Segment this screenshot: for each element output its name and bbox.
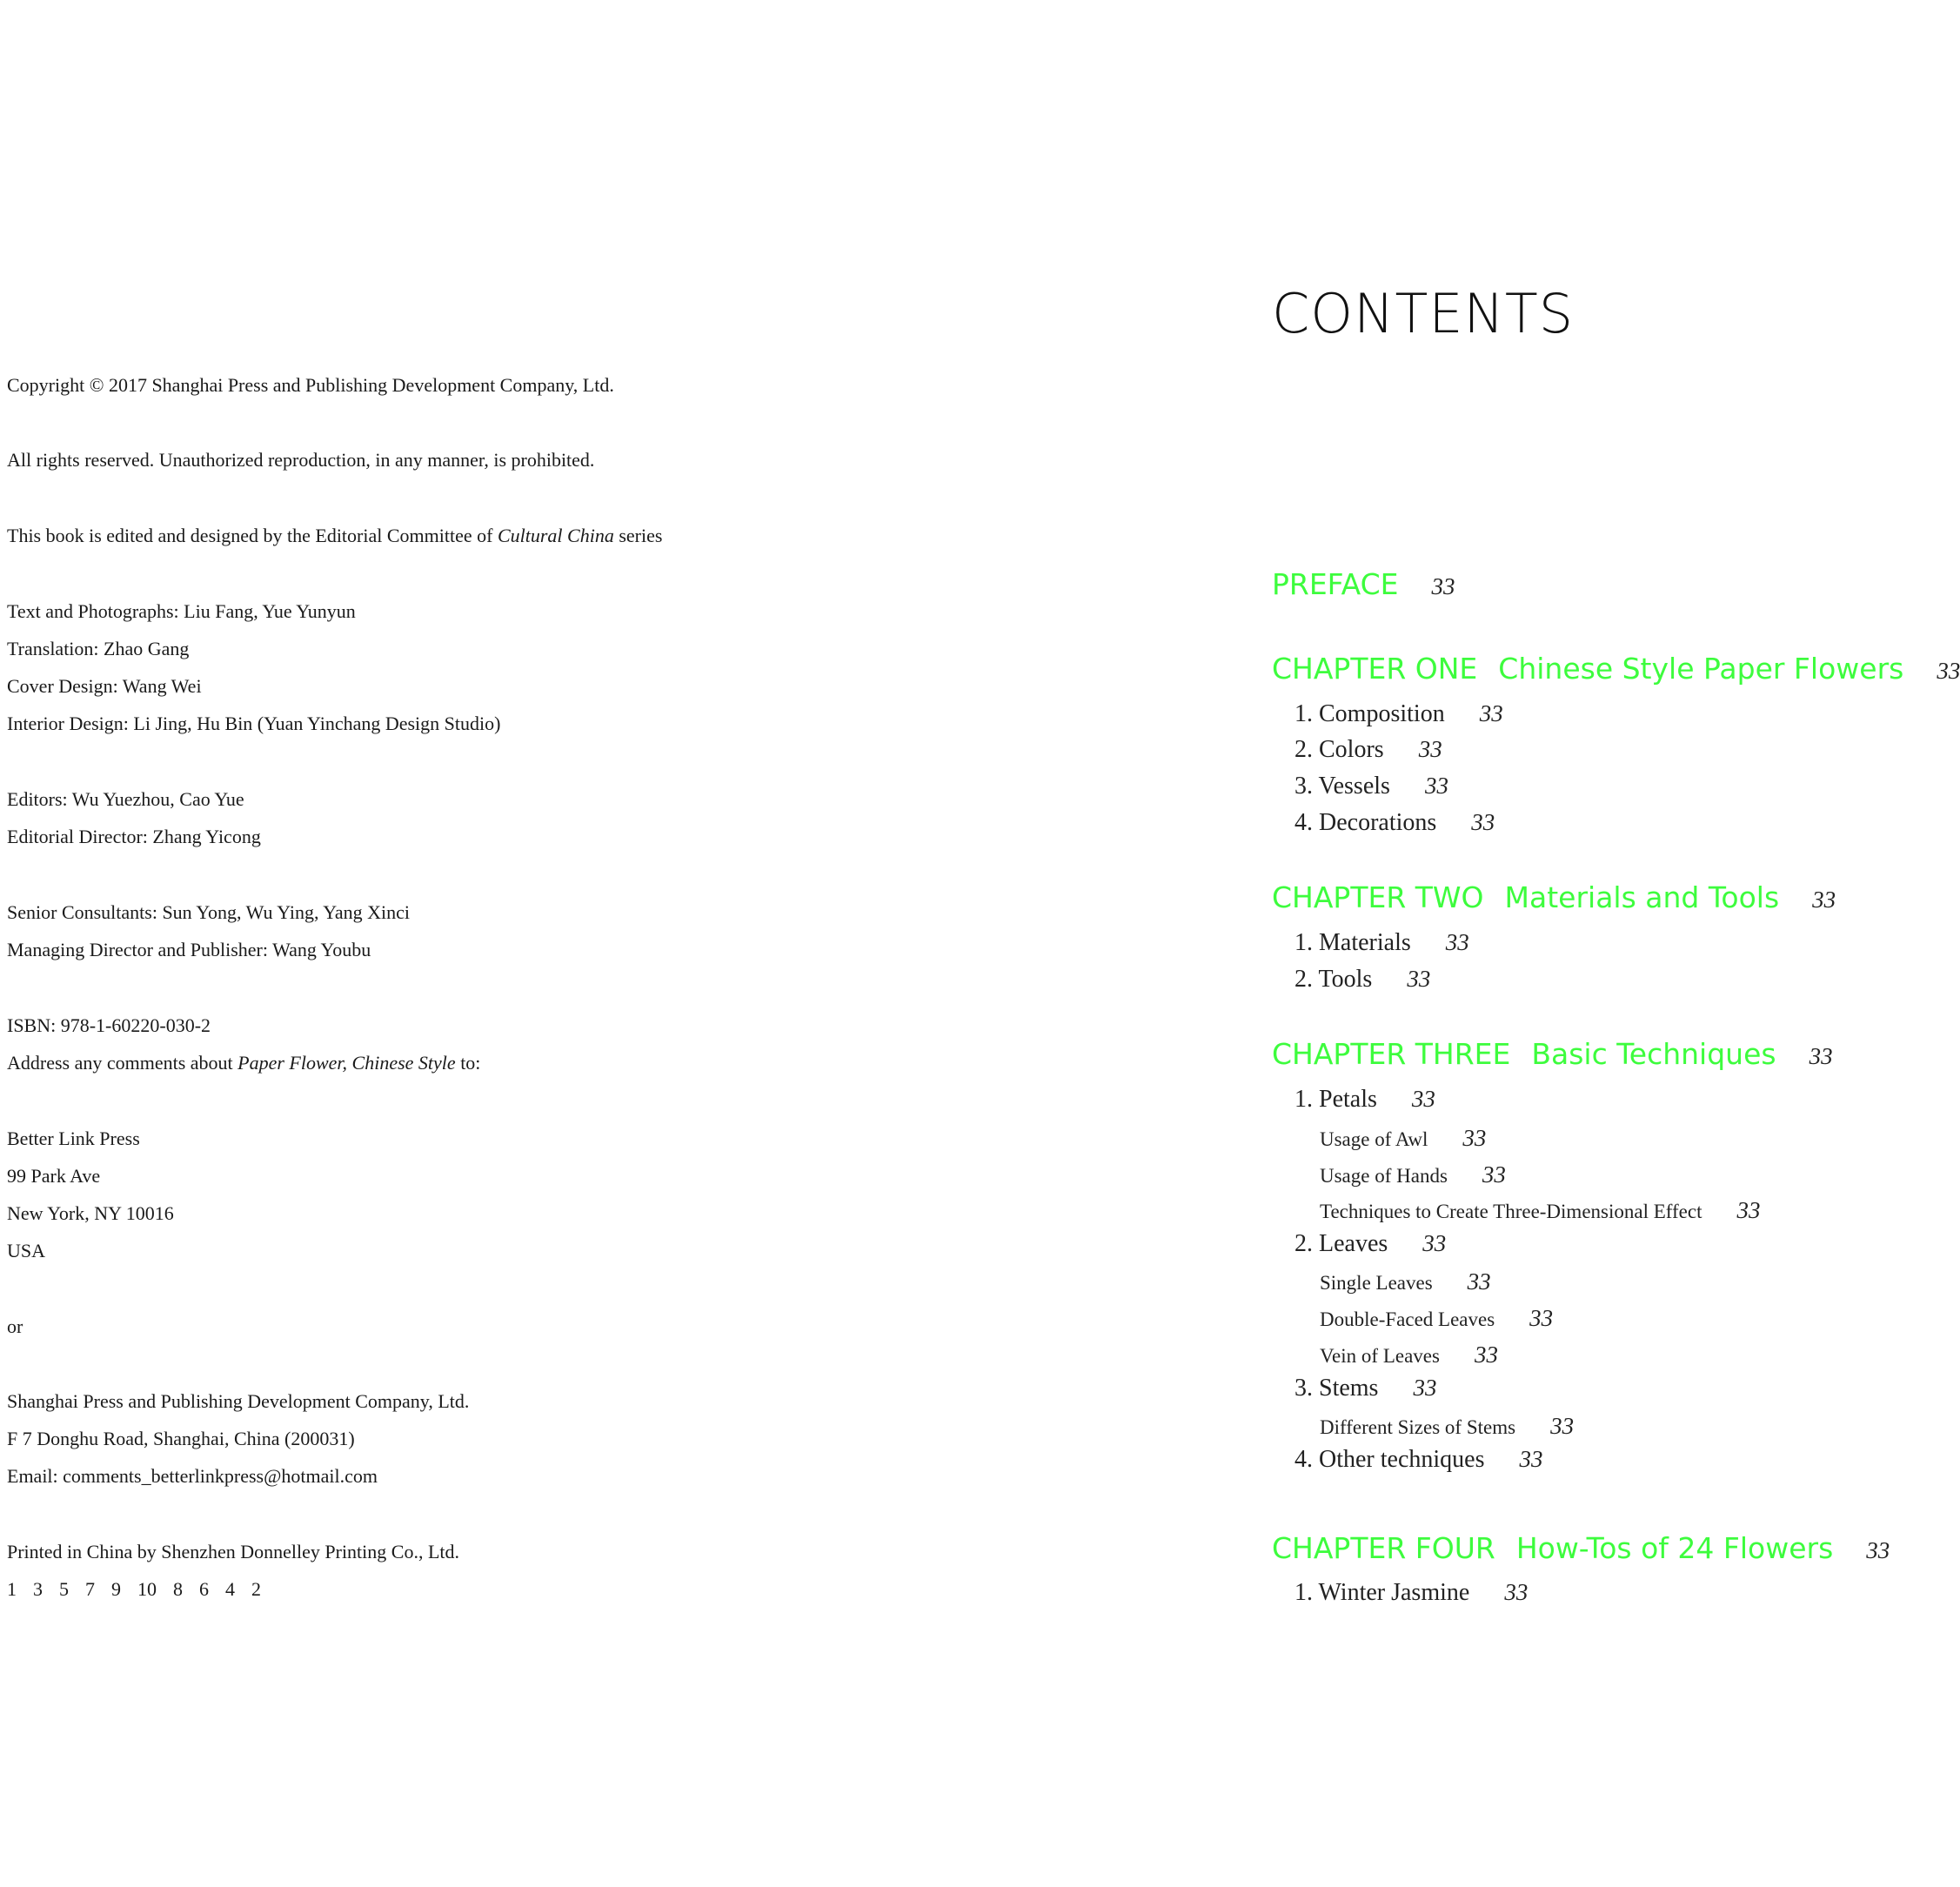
page-number: 33 — [1462, 1125, 1487, 1151]
copyright-line-text: Address any comments about — [7, 1052, 238, 1074]
copyright-line: All rights reserved. Unauthorized reproduction, in any manner, is prohibited. — [7, 449, 595, 471]
print-number: 5 — [59, 1578, 69, 1600]
toc-section[interactable] — [1294, 736, 1442, 764]
toc-section[interactable] — [1294, 700, 1503, 728]
toc-chapter[interactable] — [1272, 567, 1455, 601]
contents-page — [1272, 0, 1960, 1887]
chapter-label: CHAPTER FOUR — [1272, 1531, 1495, 1565]
toc-section[interactable] — [1294, 1579, 1528, 1607]
toc-subsection[interactable] — [1320, 1305, 1553, 1332]
print-number: 7 — [85, 1578, 95, 1600]
section-label: 3. Stems — [1294, 1375, 1379, 1402]
toc-chapter[interactable] — [1272, 652, 1960, 686]
chapter-label: CHAPTER TWO — [1272, 880, 1484, 914]
toc-chapter[interactable] — [1272, 880, 1836, 914]
copyright-line: F 7 Donghu Road, Shanghai, China (200031) — [7, 1428, 355, 1449]
section-label: 3. Vessels — [1294, 773, 1390, 800]
copyright-line — [7, 525, 662, 547]
page-number: 33 — [1422, 1230, 1447, 1256]
page-number: 33 — [1424, 773, 1448, 799]
page-number: 33 — [1736, 1197, 1761, 1223]
page-number: 33 — [1413, 1375, 1437, 1401]
section-label: 2. Leaves — [1294, 1230, 1388, 1257]
toc-subsection[interactable] — [1320, 1161, 1506, 1188]
copyright-line: Printed in China by Shenzhen Donnelley Printing Co., Ltd. — [7, 1541, 460, 1562]
page-number: 33 — [1474, 1342, 1498, 1368]
section-label: 1. Winter Jasmine — [1294, 1579, 1470, 1606]
page-number: 33 — [1479, 700, 1503, 726]
chapter-title: Basic Techniques — [1531, 1037, 1776, 1071]
copyright-line: or — [7, 1315, 23, 1337]
page-number: 33 — [1550, 1413, 1575, 1439]
toc-section[interactable] — [1294, 929, 1469, 957]
chapter-title: Materials and Tools — [1504, 880, 1780, 914]
section-label: Different Sizes of Stems — [1320, 1416, 1516, 1438]
chapter-label: PREFACE — [1272, 567, 1399, 601]
page-number: 33 — [1418, 736, 1442, 762]
toc-section[interactable] — [1294, 1230, 1446, 1258]
page-number: 33 — [1411, 1086, 1435, 1112]
copyright-line: New York, NY 10016 — [7, 1202, 174, 1224]
print-number: 4 — [225, 1578, 235, 1600]
toc-subsection[interactable] — [1320, 1342, 1498, 1368]
contents-title: CONTENTS — [1272, 282, 1575, 345]
page-number: 33 — [1504, 1579, 1529, 1605]
page-number: 33 — [1812, 887, 1836, 913]
toc-chapter[interactable] — [1272, 1037, 1833, 1071]
toc-section[interactable] — [1294, 1375, 1436, 1402]
toc-subsection[interactable] — [1320, 1197, 1760, 1224]
copyright-line: Copyright © 2017 Shanghai Press and Publishing Development Company, Ltd. — [7, 374, 614, 396]
print-number: 10 — [137, 1578, 157, 1600]
toc-section[interactable] — [1294, 1446, 1543, 1474]
section-label: 1. Petals — [1294, 1086, 1377, 1113]
chapter-title: How-Tos of 24 Flowers — [1515, 1531, 1834, 1565]
section-label: Vein of Leaves — [1320, 1345, 1440, 1367]
page-number: 33 — [1467, 1268, 1491, 1295]
print-number: 2 — [251, 1578, 261, 1600]
toc-subsection[interactable] — [1320, 1268, 1491, 1295]
toc-section[interactable] — [1294, 773, 1448, 800]
toc-subsection[interactable] — [1320, 1413, 1574, 1440]
page-number: 33 — [1866, 1537, 1890, 1563]
section-label: 4. Decorations — [1294, 809, 1437, 836]
section-label: 4. Other techniques — [1294, 1446, 1485, 1473]
section-label: 2. Colors — [1294, 736, 1384, 763]
chapter-label: CHAPTER ONE — [1272, 652, 1478, 686]
copyright-line: Editorial Director: Zhang Yicong — [7, 826, 261, 847]
section-label: Usage of Awl — [1320, 1128, 1428, 1150]
chapter-label: CHAPTER THREE — [1272, 1037, 1511, 1071]
copyright-line: Translation: Zhao Gang — [7, 638, 190, 659]
section-label: Techniques to Create Three-Dimensional Effect — [1320, 1201, 1702, 1222]
page-number: 33 — [1482, 1161, 1506, 1188]
copyright-line: 99 Park Ave — [7, 1165, 101, 1187]
copyright-line: Managing Director and Publisher: Wang Youbu — [7, 939, 371, 960]
copyright-line — [7, 1052, 480, 1074]
page-number: 33 — [1937, 658, 1960, 684]
copyright-line: Cover Design: Wang Wei — [7, 675, 202, 697]
page-number: 33 — [1445, 929, 1469, 955]
toc-section[interactable] — [1294, 809, 1495, 837]
section-label: 2. Tools — [1294, 966, 1373, 993]
print-number: 1 — [7, 1578, 17, 1600]
copyright-line: Email: comments_betterlinkpress@hotmail.com — [7, 1465, 378, 1487]
copyright-line: ISBN: 978-1-60220-030-2 — [7, 1014, 211, 1036]
toc-subsection[interactable] — [1320, 1125, 1486, 1152]
copyright-line-text: to: — [455, 1052, 481, 1074]
print-number: 3 — [33, 1578, 43, 1600]
copyright-line: Better Link Press — [7, 1128, 140, 1149]
copyright-line: Shanghai Press and Publishing Development Company, Ltd. — [7, 1390, 470, 1412]
toc-section[interactable] — [1294, 1086, 1435, 1114]
toc-chapter[interactable] — [1272, 1531, 1890, 1565]
italic-title: Cultural China — [497, 525, 614, 546]
page-number: 33 — [1529, 1305, 1554, 1331]
page-number: 33 — [1407, 966, 1431, 992]
section-label: Usage of Hands — [1320, 1165, 1448, 1187]
print-number: 9 — [111, 1578, 121, 1600]
page-number: 33 — [1431, 573, 1455, 599]
section-label: 1. Materials — [1294, 929, 1411, 956]
copyright-line: USA — [7, 1240, 46, 1261]
print-numbers — [7, 1578, 278, 1601]
section-label: Single Leaves — [1320, 1272, 1433, 1294]
copyright-line: Text and Photographs: Liu Fang, Yue Yunyun — [7, 600, 356, 622]
section-label: Double-Faced Leaves — [1320, 1308, 1495, 1330]
copyright-line: Editors: Wu Yuezhou, Cao Yue — [7, 788, 244, 810]
page-number: 33 — [1471, 809, 1495, 835]
italic-title: Paper Flower, Chinese Style — [237, 1052, 456, 1074]
copyright-page — [7, 0, 1138, 1887]
copyright-line: Senior Consultants: Sun Yong, Wu Ying, Yang Xinci — [7, 901, 411, 923]
print-number: 8 — [173, 1578, 183, 1600]
chapter-title: Chinese Style Paper Flowers — [1498, 652, 1904, 686]
copyright-line: Interior Design: Li Jing, Hu Bin (Yuan Yinchang Design Studio) — [7, 713, 501, 734]
page-number: 33 — [1519, 1446, 1543, 1472]
copyright-line-text: This book is edited and designed by the Editorial Committee of — [7, 525, 498, 546]
section-label: 1. Composition — [1294, 700, 1445, 727]
toc-section[interactable] — [1294, 966, 1430, 994]
page-number: 33 — [1809, 1043, 1833, 1069]
print-number: 6 — [199, 1578, 209, 1600]
copyright-line-text: series — [613, 525, 663, 546]
